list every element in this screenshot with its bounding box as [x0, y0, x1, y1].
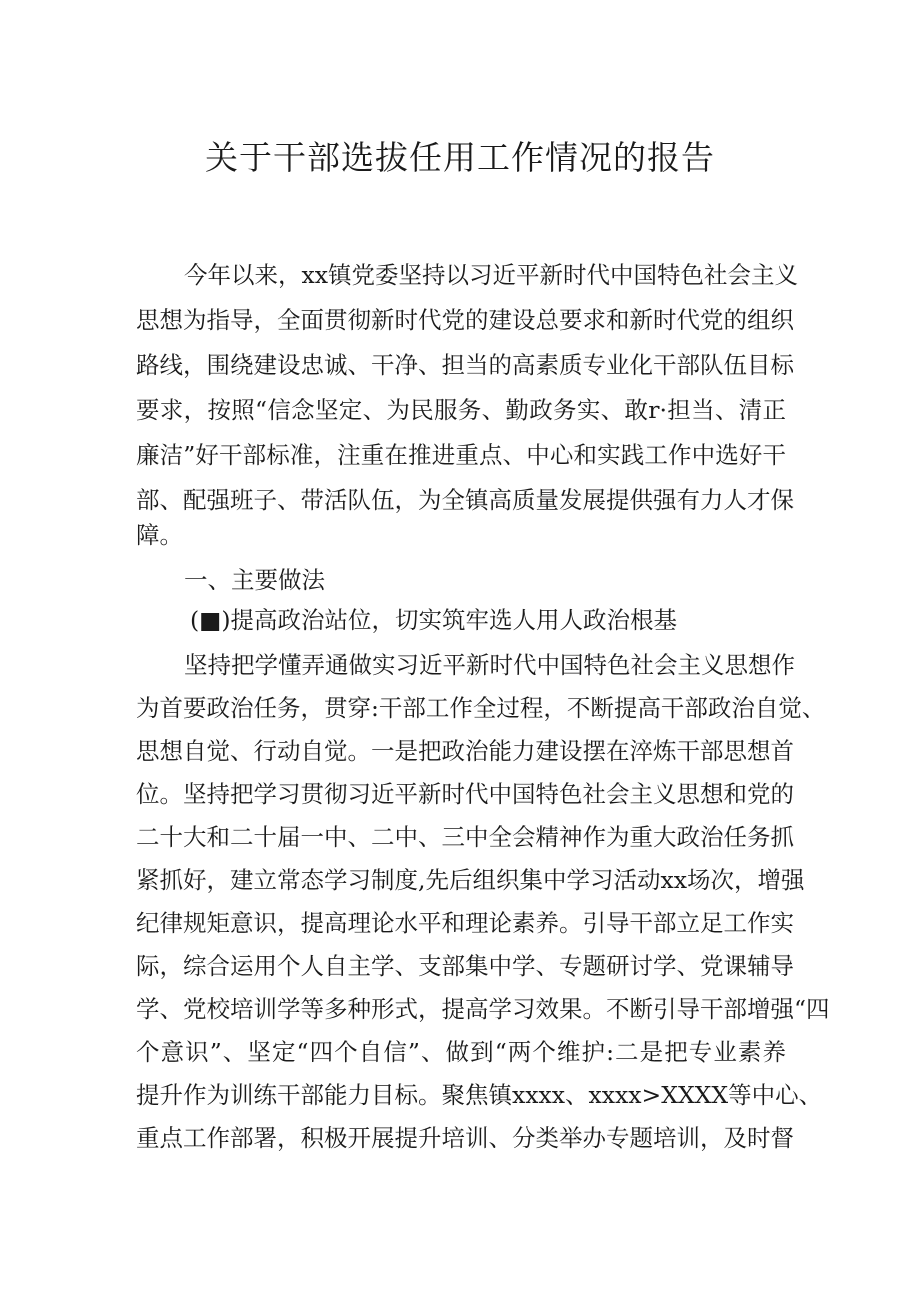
body-line: 学、党校培训学等多种形式，提高学习效果。不断引导干部增强“四 [136, 995, 830, 1023]
document-title: 关于干部选拔任用工作情况的报告 [205, 138, 715, 177]
body-line: 为首要政治任务，贯穿:干部工作全过程，不断提高干部政治自觉、 [136, 694, 826, 722]
intro-line: 今年以来，xx镇党委坚持以习近平新时代中国特色社会主义 [184, 261, 799, 289]
intro-line: 思想为指导，全面贯彻新时代党的建设总要求和新时代党的组织 [136, 306, 794, 334]
intro-line: 障。 [136, 521, 183, 549]
body-line: 思想自觉、行动自觉。一是把政治能力建设摆在淬炼干部思想首 [136, 737, 794, 765]
body-line: 个意识”、坚定“四个自信”、做到“两个维护:二是把专业素养 [136, 1038, 786, 1066]
body-line: 坚持把学懂弄通做实习近平新时代中国特色社会主义思想作 [184, 651, 795, 679]
intro-line: 路线，围绕建设忠诚、干净、担当的高素质专业化干部队伍目标 [136, 351, 794, 379]
section-heading: 一、主要做法 [184, 566, 325, 594]
body-line: 提升作为训练干部能力目标。聚焦镇xxxx、xxxx>XXXX等中心、 [136, 1081, 823, 1109]
body-line: 二十大和二十届一中、二中、三中全会精神作为重大政治任务抓 [136, 823, 794, 851]
intro-line: 要求，按照“信念坚定、为民服务、勤政务实、敢r·担当、清正 [136, 396, 786, 424]
body-line: 紧抓好，建立常态学习制度,先后组织集中学习活动xx场次，增强 [136, 866, 805, 894]
body-line: 际，综合运用个人自主学、支部集中学、专题研讨学、党课辅导 [136, 952, 794, 980]
subsection-heading: (■)提高政治站位，切实筑牢选人用人政治根基 [190, 606, 678, 634]
intro-line: 部、配强班子、带活队伍，为全镇高质量发展提供强有力人才保 [136, 486, 794, 514]
body-line: 位。坚持把学习贯彻习近平新时代中国特色社会主义思想和党的 [136, 780, 794, 808]
body-line: 纪律规矩意识，提高理论水平和理论素养。引导干部立足工作实 [136, 909, 794, 937]
intro-line: 廉洁”好干部标准，注重在推进重点、中心和实践工作中选好干 [136, 441, 786, 469]
body-line: 重点工作部署，积极开展提升培训、分类举办专题培训，及时督 [136, 1124, 794, 1152]
